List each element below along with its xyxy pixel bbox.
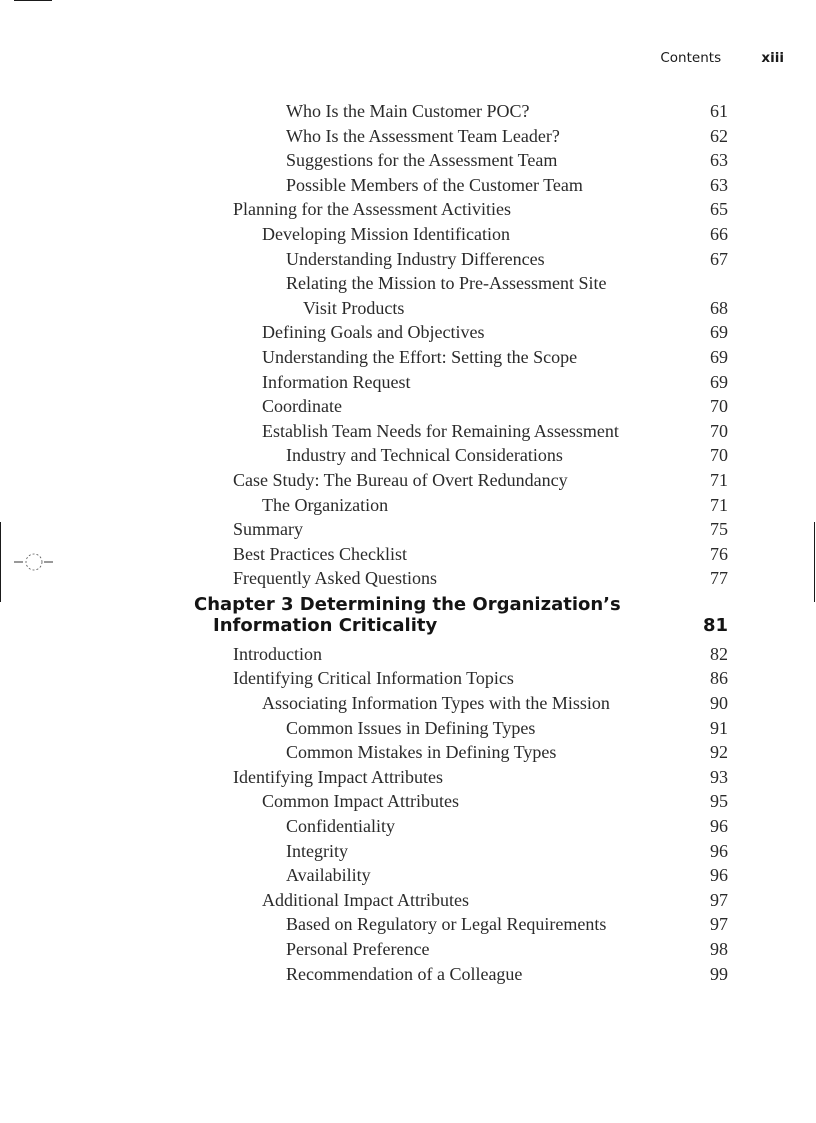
toc-entry-page: 69 — [710, 346, 728, 367]
toc-entry-title: Confidentiality — [286, 816, 395, 837]
toc-entry[interactable] — [0, 814, 816, 839]
toc-entry-page: 95 — [710, 791, 728, 812]
toc-entry-title: Best Practices Checklist — [233, 543, 407, 564]
table-of-contents — [0, 99, 816, 986]
toc-entry-title: Information Request — [262, 371, 411, 392]
toc-entry-page: 66 — [710, 223, 728, 244]
toc-entry[interactable] — [0, 124, 816, 149]
toc-entry[interactable] — [0, 642, 816, 667]
toc-entry-title: The Organization — [262, 494, 389, 515]
toc-entry[interactable] — [0, 99, 816, 124]
running-header — [660, 50, 784, 66]
toc-entry-title: Who Is the Main Customer POC? — [286, 101, 530, 121]
toc-entry-page: 67 — [710, 248, 728, 269]
toc-entry[interactable] — [0, 247, 816, 272]
toc-entry-page: 77 — [710, 568, 728, 589]
toc-entry-title: Recommendation of a Colleague — [286, 963, 523, 984]
toc-entry-title: Coordinate — [262, 396, 342, 417]
toc-entry-page: 96 — [710, 840, 728, 861]
toc-entry[interactable] — [0, 542, 816, 567]
toc-entry-title: Establish Team Needs for Remaining Assessment — [262, 420, 619, 441]
toc-entry-page: 61 — [710, 101, 728, 121]
toc-entry-page: 91 — [710, 717, 728, 738]
toc-entry-title: Suggestions for the Assessment Team — [286, 150, 558, 171]
chapter-page: 81 — [702, 614, 728, 636]
toc-entry[interactable] — [0, 740, 816, 765]
toc-entry[interactable] — [0, 468, 816, 493]
toc-entry-title: Common Mistakes in Defining Types — [286, 742, 557, 763]
toc-entry-page: 70 — [710, 420, 728, 441]
toc-entry-title: Case Study: The Bureau of Overt Redundancy — [233, 469, 568, 490]
toc-entry-title: Planning for the Assessment Activities — [233, 199, 511, 220]
chapter-title-line-1: Chapter 3 Determining the Organization’s — [194, 593, 621, 615]
toc-entry-title: Availability — [286, 865, 371, 886]
toc-entry[interactable] — [0, 320, 816, 345]
toc-entry[interactable] — [0, 345, 816, 370]
toc-entry-title: Developing Mission Identification — [262, 223, 510, 244]
toc-entry-page: 76 — [710, 543, 728, 564]
toc-entry[interactable] — [0, 370, 816, 395]
toc-entry-page: 63 — [710, 174, 728, 195]
toc-entry-title: Personal Preference — [286, 939, 430, 959]
toc-entry-title: Common Issues in Defining Types — [286, 717, 536, 738]
toc-entry-title: Additional Impact Attributes — [262, 889, 469, 910]
toc-entry-page: 90 — [710, 693, 728, 714]
toc-entry-title: Relating the Mission to Pre-Assessment Site — [286, 273, 607, 294]
toc-entry-page: 63 — [710, 150, 728, 171]
toc-entry-title: Introduction — [233, 643, 322, 664]
toc-entry-title: Industry and Technical Considerations — [286, 445, 563, 466]
toc-entry-page: 70 — [710, 445, 728, 466]
toc-entry-title: Integrity — [286, 840, 348, 861]
chapter-heading[interactable] — [0, 594, 816, 642]
toc-entry-title: Summary — [233, 519, 303, 540]
toc-entry-page: 96 — [710, 865, 728, 886]
toc-entry[interactable] — [0, 173, 816, 198]
toc-entry[interactable] — [0, 839, 816, 864]
toc-entry[interactable] — [0, 222, 816, 247]
toc-entry-page: 97 — [710, 889, 728, 910]
toc-entry-title: Based on Regulatory or Legal Requirements — [286, 914, 607, 935]
toc-entry[interactable] — [0, 419, 816, 444]
toc-entry-page: 68 — [710, 297, 728, 318]
toc-entry[interactable] — [0, 493, 816, 518]
toc-entry[interactable] — [0, 863, 816, 888]
toc-entry[interactable] — [0, 691, 816, 716]
toc-entry-page: 69 — [710, 322, 728, 343]
toc-entry-title: Understanding Industry Differences — [286, 248, 545, 269]
header-page-number: xiii — [761, 50, 784, 66]
toc-entry-page: 69 — [710, 371, 728, 392]
toc-entry[interactable] — [0, 716, 816, 741]
toc-entry[interactable] — [0, 666, 816, 691]
toc-entry-continuation[interactable] — [0, 296, 816, 321]
toc-entry[interactable] — [0, 937, 816, 962]
toc-entry-title: Understanding the Effort: Setting the Scope — [262, 346, 578, 367]
toc-entry-page: 99 — [710, 963, 728, 984]
toc-entry-page: 75 — [710, 519, 728, 540]
toc-entry-title: Identifying Critical Information Topics — [233, 668, 514, 689]
toc-entry-page: 96 — [710, 816, 728, 837]
toc-entry[interactable] — [0, 394, 816, 419]
crop-mark-top — [14, 0, 52, 1]
toc-entry-page: 71 — [710, 494, 728, 515]
toc-entry-title: Possible Members of the Customer Team — [286, 174, 583, 195]
toc-entry-title: Common Impact Attributes — [262, 791, 459, 812]
toc-entry-title: Frequently Asked Questions — [233, 568, 437, 589]
toc-entry-page: 65 — [710, 199, 728, 220]
toc-entry[interactable] — [0, 962, 816, 987]
toc-entry-page: 62 — [710, 125, 728, 146]
chapter-title-line-2: Information Criticality — [213, 614, 438, 636]
toc-entry[interactable] — [0, 765, 816, 790]
toc-entry[interactable] — [0, 271, 816, 296]
toc-entry-page: 92 — [710, 742, 728, 763]
toc-entry[interactable] — [0, 912, 816, 937]
toc-entry[interactable] — [0, 148, 816, 173]
toc-entry[interactable] — [0, 443, 816, 468]
header-section-title: Contents — [660, 50, 722, 66]
toc-entry-page: 71 — [710, 469, 728, 490]
toc-entry[interactable] — [0, 888, 816, 913]
toc-entry-page: 98 — [710, 939, 728, 959]
toc-entry-title: Who Is the Assessment Team Leader? — [286, 125, 560, 146]
toc-entry[interactable] — [0, 517, 816, 542]
toc-entry-title: Identifying Impact Attributes — [233, 766, 443, 787]
toc-entry[interactable] — [0, 197, 816, 222]
toc-entry-page: 93 — [710, 766, 728, 787]
toc-entry-title: Associating Information Types with the Mission — [262, 693, 610, 714]
toc-entry-title: Defining Goals and Objectives — [262, 322, 485, 343]
toc-entry-page: 70 — [710, 396, 728, 417]
toc-entry[interactable] — [0, 789, 816, 814]
toc-entry[interactable] — [0, 566, 816, 591]
toc-entry-page: 86 — [710, 668, 728, 689]
toc-entry-page: 97 — [710, 914, 728, 935]
toc-entry-page: 82 — [710, 643, 728, 664]
toc-entry-title: Visit Products — [303, 297, 405, 318]
